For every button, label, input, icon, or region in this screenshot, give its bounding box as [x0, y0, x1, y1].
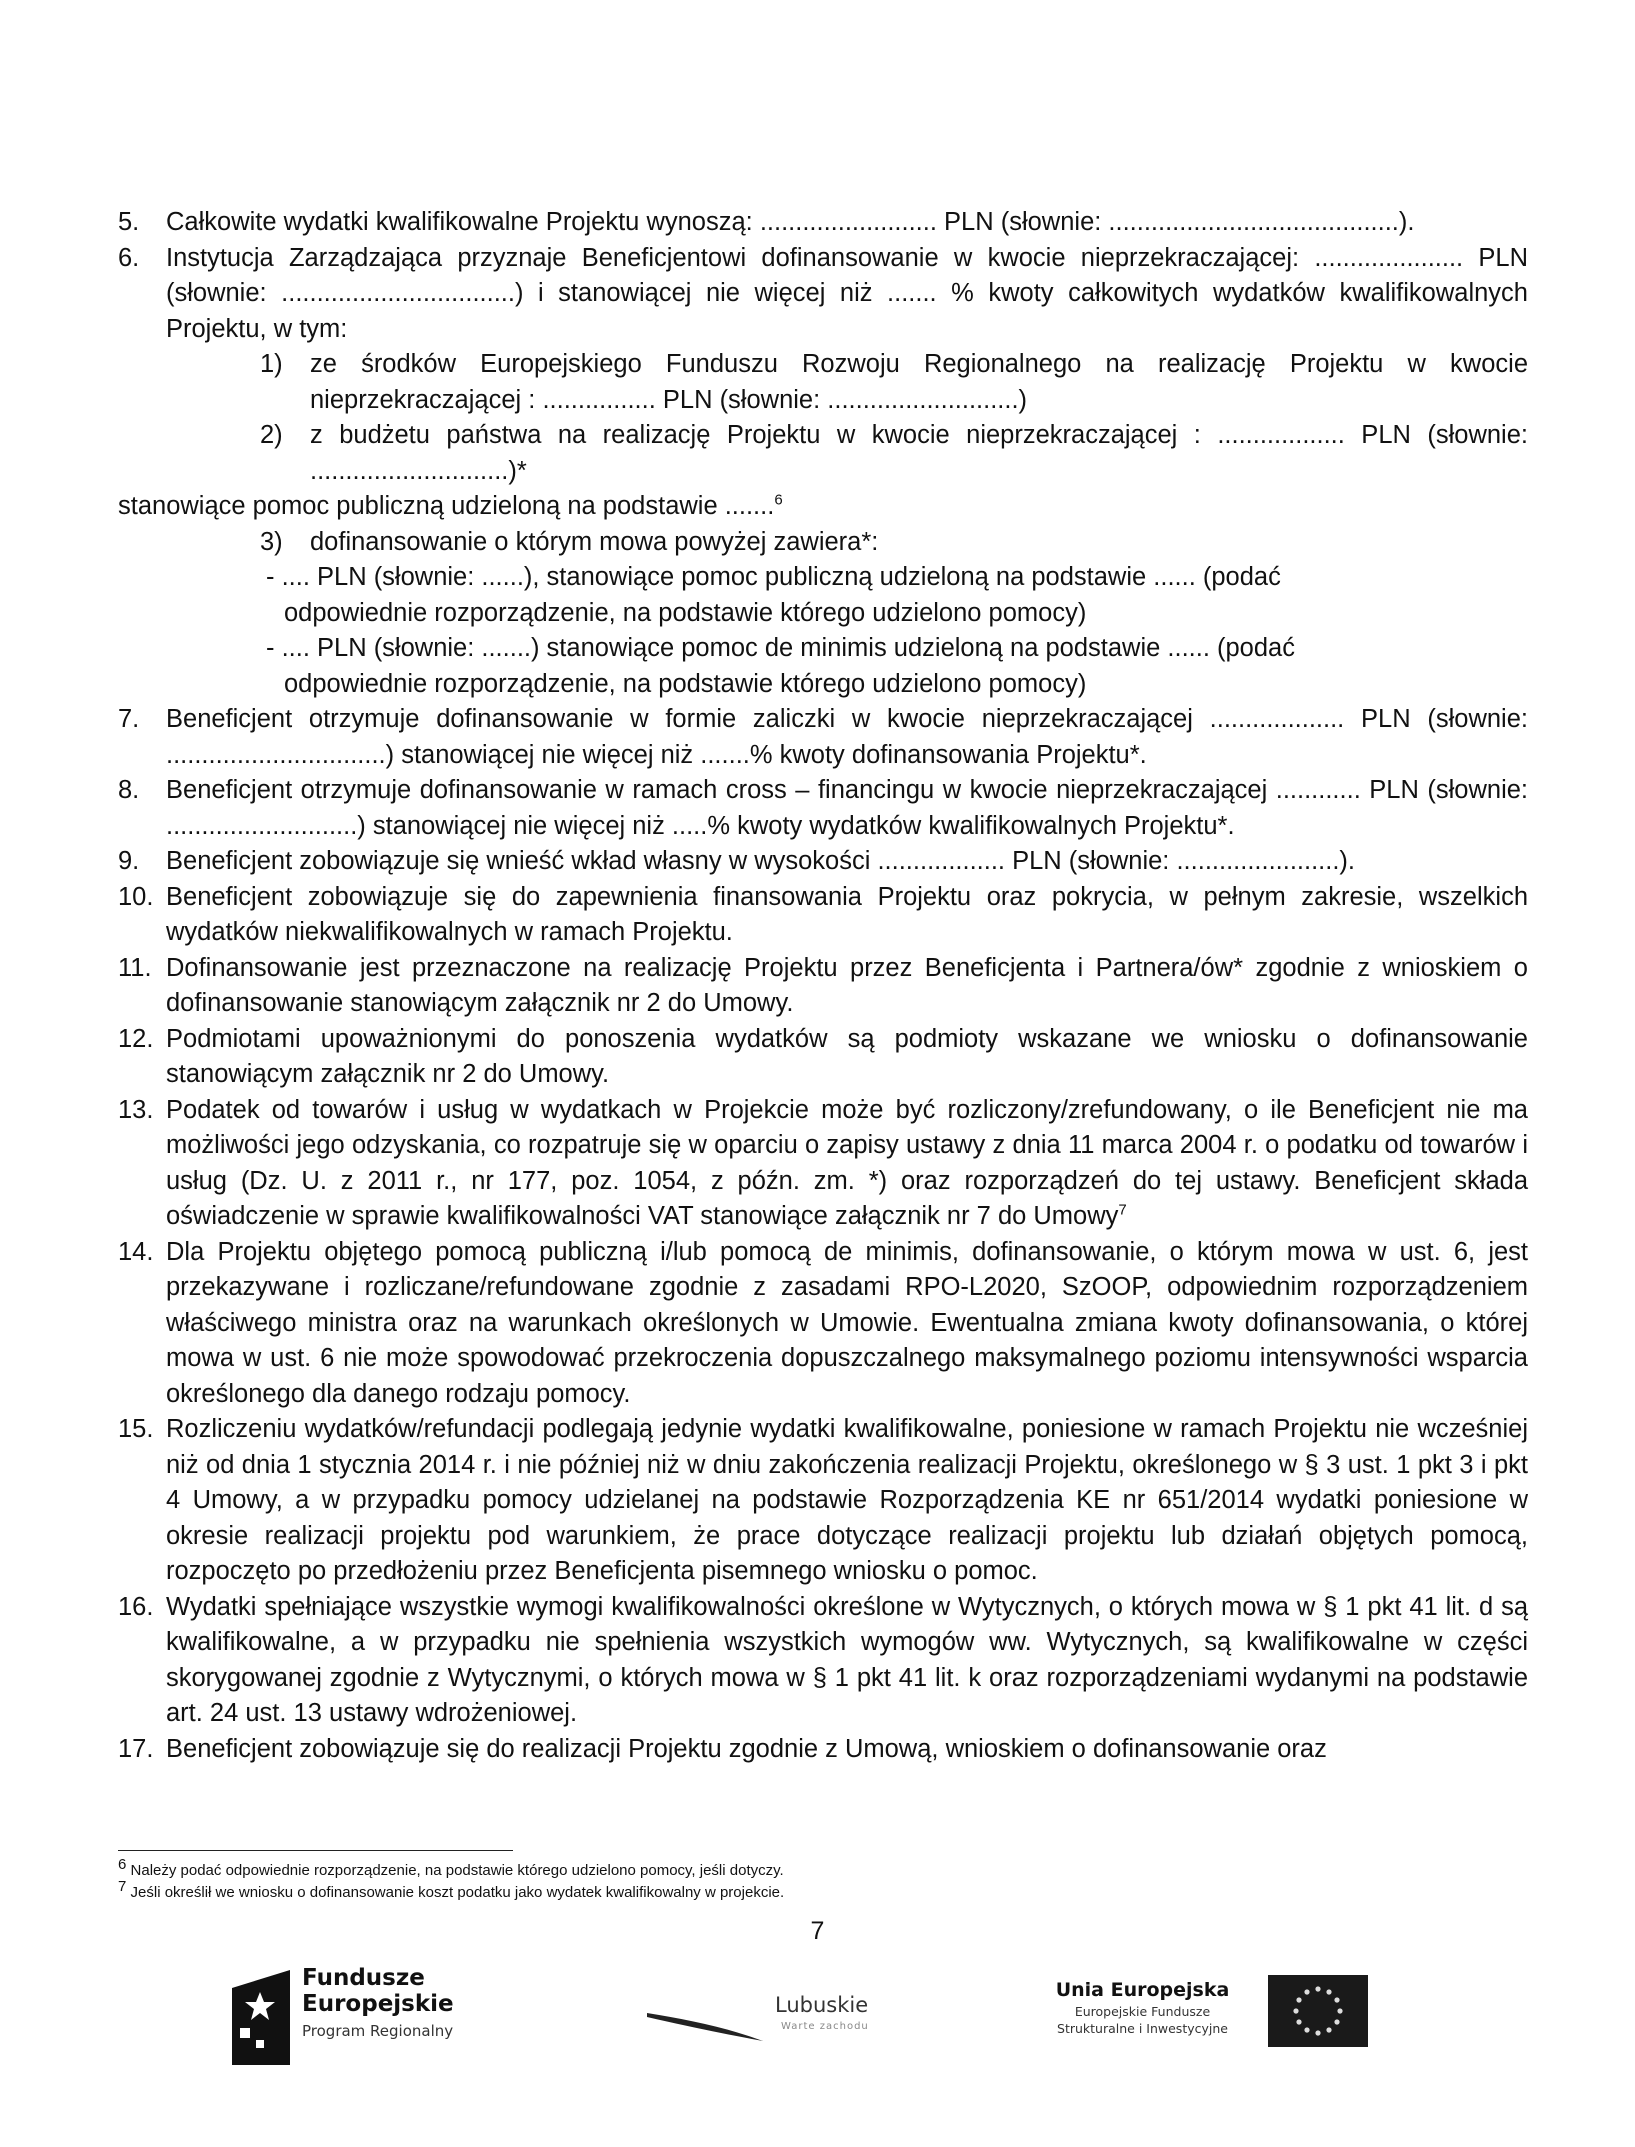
ue-line-1: Unia Europejska	[1055, 1979, 1230, 2001]
paragraph-15	[118, 1412, 1528, 1590]
subpoint-number: 2)	[260, 421, 283, 449]
fe-line-2: Europejskie	[302, 1991, 454, 2017]
paragraph-text: Beneficjent zobowiązuje się do zapewnienia finansowania Projektu oraz pokrycia, w pełnym zakresie, wszelkich wydatków niekwalifikowalnych w ramach Projektu.	[166, 882, 1528, 946]
page-number: 7	[810, 1917, 825, 1945]
paragraph-text-wrap	[166, 1093, 1528, 1235]
paragraph-number: 6.	[118, 243, 140, 272]
dash-item-public-aid-cont: odpowiednie rozporządzenie, na podstawie którego udzielono pomocy)	[284, 598, 1087, 627]
paragraph-text: Beneficjent otrzymuje dofinansowanie w formie zaliczki w kwocie nieprzekraczającej ................... PLN (słownie: ...............................) stanowiącej nie więcej niż .......% kwoty dofinansowania Projektu*.	[166, 705, 1528, 769]
paragraph-number: 16.	[118, 1592, 154, 1621]
paragraph-text: Podmiotami upoważnionymi do ponoszenia wydatków są podmioty wskazane we wniosku o dofinansowanie stanowiącym załącznik nr 2 do Umowy.	[166, 1024, 1528, 1088]
paragraph-7	[118, 702, 1528, 773]
paragraph-text: Rozliczeniu wydatków/refundacji podlegają jedynie wydatki kwalifikowalne, poniesione w ramach Projektu nie wcześniej niż od dnia 1 stycznia 2014 r. i nie później niż w dniu zakończenia realizacji Projektu, określonego w § 3 ust. 1 pkt 3 i pkt 4 Umowy, a w przypadku pomocy udzielanej na podstawie Rozporządzenia KE nr 651/2014 wydatki poniesione w okresie realizacji projektu pod warunkiem, że prace dotyczące realizacji projektu lub działań objętych pomocą, rozpoczęto po przedłożeniu przez Beneficjenta pisemnego wniosku o pomoc.	[166, 1415, 1528, 1585]
lubuskie-name: Lubuskie	[775, 1993, 869, 2017]
paragraph-8	[118, 773, 1528, 844]
paragraph-10	[118, 880, 1528, 951]
paragraph-13	[118, 1093, 1528, 1235]
unia-europejska-logo	[1030, 1965, 1390, 2085]
subpoint-number: 3)	[260, 527, 283, 556]
footnote-ref: 7	[1118, 1201, 1127, 1219]
agreement-body	[118, 205, 1528, 1767]
paragraph-text: Dofinansowanie jest przeznaczone na realizację Projektu przez Beneficjenta i Partnera/ów* zgodnie z wnioskiem o dofinansowanie stanowiącym załącznik nr 2 do Umowy.	[166, 953, 1528, 1017]
lubuskie-tagline: Warte zachodu	[781, 2021, 869, 2032]
paragraph-6	[118, 241, 1528, 348]
fe-line-3: Program Regionalny	[302, 2022, 454, 2040]
ue-line-3: Strukturalne i Inwestycyjne	[1057, 2021, 1228, 2036]
paragraph-text: Podatek od towarów i usług w wydatkach w Projekcie może być rozliczony/zrefundowany, o ile Beneficjent nie ma możliwości jego odzyskania, co rozpatruje się w oparciu o zapisy ustawy z dnia 11 marca 2004 r. o podatku od towarów i usług (Dz. U. z 2011 r., nr 177, poz. 1054, z późn. zm. *) oraz rozporządzeń do tej ustawy. Beneficjent składa oświadczenie w sprawie kwalifikowalności VAT stanowiące załącznik nr 7 do Umowy	[166, 1095, 1528, 1230]
paragraph-5	[118, 205, 1528, 241]
paragraph-14	[118, 1235, 1528, 1413]
paragraph-text: Beneficjent zobowiązuje się do realizacji Projektu zgodnie z Umową, wnioskiem o dofinansowanie oraz	[166, 1734, 1327, 1763]
footnote-text: Jeśli określił we wniosku o dofinansowanie koszt podatku jako wydatek kwalifikowalny w projekcie.	[130, 1884, 785, 1901]
footnote-6	[118, 1856, 1518, 1882]
state-aid-text: stanowiące pomoc publiczną udzieloną na podstawie .......	[118, 492, 775, 520]
paragraph-number: 17.	[118, 1734, 154, 1763]
paragraph-number: 7.	[118, 705, 140, 733]
footnote-number: 6	[118, 1856, 127, 1873]
lubuskie-logo	[645, 1985, 895, 2075]
fe-text-block	[302, 1965, 454, 2045]
subpoint-text: z budżetu państwa na realizację Projektu w kwocie nieprzekraczającej : .................. PLN (słownie: ............................)*	[310, 421, 1528, 485]
subpoint-2	[260, 418, 1528, 489]
ue-line-2: Europejskie Fundusze	[1074, 2004, 1211, 2019]
footnote-7	[118, 1878, 1518, 1904]
dash-item-de-minimis: - .... PLN (słownie: .......) stanowiące pomoc de minimis udzieloną na podstawie ...... (podać	[266, 634, 1295, 662]
paragraph-number: 11.	[118, 953, 152, 982]
footnote-ref: 6	[774, 491, 783, 509]
dash-item-public-aid: - .... PLN (słownie: ......), stanowiące pomoc publiczną udzieloną na podstawie ...... (podać	[266, 563, 1281, 591]
paragraph-number: 12.	[118, 1024, 154, 1053]
eu-flag-icon	[1268, 1975, 1368, 2047]
footnote-text: Należy podać odpowiednie rozporządzenie, na podstawie którego udzielono pomocy, jeśli dotyczy.	[130, 1862, 784, 1879]
footnote-number: 7	[118, 1878, 127, 1895]
fe-line-1: Fundusze	[302, 1965, 425, 1991]
subpoint-3	[260, 525, 1528, 561]
paragraph-12	[118, 1022, 1528, 1093]
state-aid-line	[118, 489, 1528, 525]
paragraph-text: Beneficjent otrzymuje dofinansowanie w ramach cross – financingu w kwocie nieprzekraczającej ............ PLN (słownie: ...........................) stanowiącej nie więcej niż .....% kwoty wydatków kwalifikowalnych Projektu*.	[166, 776, 1528, 840]
ue-text-block	[1030, 1977, 1255, 2037]
fe-star-flag-icon	[232, 1970, 290, 2065]
paragraph-number: 10.	[118, 882, 154, 911]
fundusze-europejskie-logo	[232, 1965, 492, 2085]
paragraph-text: Instytucja Zarządzająca przyznaje Beneficjentowi dofinansowanie w kwocie nieprzekraczającej: ..................... PLN (słownie: .................................) i stanowiącej nie więcej niż ....... % kwoty całkowitych wydatków kwalifikowalnych Projektu, w tym:	[166, 243, 1528, 343]
subpoint-text: ze środków Europejskiego Funduszu Rozwoju Regionalnego na realizację Projektu w kwocie nieprzekraczającej : ................ PLN (słownie: ...........................)	[310, 350, 1528, 414]
paragraph-number: 5.	[118, 208, 140, 236]
subpoint-number: 1)	[260, 350, 283, 378]
paragraph-text: Beneficjent zobowiązuje się wnieść wkład własny w wysokości .................. PLN (słownie: .......................).	[166, 847, 1355, 875]
paragraph-number: 15.	[118, 1415, 154, 1443]
paragraph-number: 8.	[118, 776, 140, 804]
footnotes	[118, 1856, 1518, 1904]
dash-item-de-minimis-cont: odpowiednie rozporządzenie, na podstawie którego udzielono pomocy)	[284, 669, 1087, 698]
subpoint-1	[260, 347, 1528, 418]
paragraph-text: Całkowite wydatki kwalifikowalne Projektu wynoszą: ......................... PLN (słownie: .........................................).	[166, 208, 1415, 236]
footnote-divider	[118, 1850, 513, 1851]
paragraph-number: 14.	[118, 1237, 154, 1266]
lubuskie-swoosh-icon	[645, 2005, 765, 2045]
paragraph-11	[118, 951, 1528, 1022]
paragraph-number: 9.	[118, 847, 140, 875]
paragraph-16	[118, 1590, 1528, 1732]
paragraph-text: Wydatki spełniające wszystkie wymogi kwalifikowalności określone w Wytycznych, o których mowa w § 1 pkt 41 lit. d są kwalifikowalne, a w przypadku nie spełnienia wszystkich wymogów ww. Wytycznych, są kwalifikowalne w części skorygowanej zgodnie z Wytycznymi, o których mowa w § 1 pkt 41 lit. k oraz rozporządzeniami wydanymi na podstawie art. 24 ust. 13 ustawy wdrożeniowej.	[166, 1592, 1528, 1727]
paragraph-17	[118, 1732, 1528, 1768]
subpoint-text: dofinansowanie o którym mowa powyżej zawiera*:	[310, 527, 879, 556]
paragraph-number: 13.	[118, 1095, 154, 1124]
paragraph-9	[118, 844, 1528, 880]
footer-logos	[0, 1965, 1635, 2125]
paragraph-text: Dla Projektu objętego pomocą publiczną i/lub pomocą de minimis, dofinansowanie, o którym mowa w ust. 6, jest przekazywane i rozliczane/refundowane zgodnie z zasadami RPO-L2020, SzOOP, odpowiednim rozporządzeniem właściwego ministra oraz na warunkach określonych w Umowie. Ewentualna zmiana kwoty dofinansowania, o której mowa w ust. 6 nie może spowodować przekroczenia dopuszczalnego maksymalnego poziomu intensywności wsparcia określonego dla danego rodzaju pomocy.	[166, 1237, 1528, 1408]
